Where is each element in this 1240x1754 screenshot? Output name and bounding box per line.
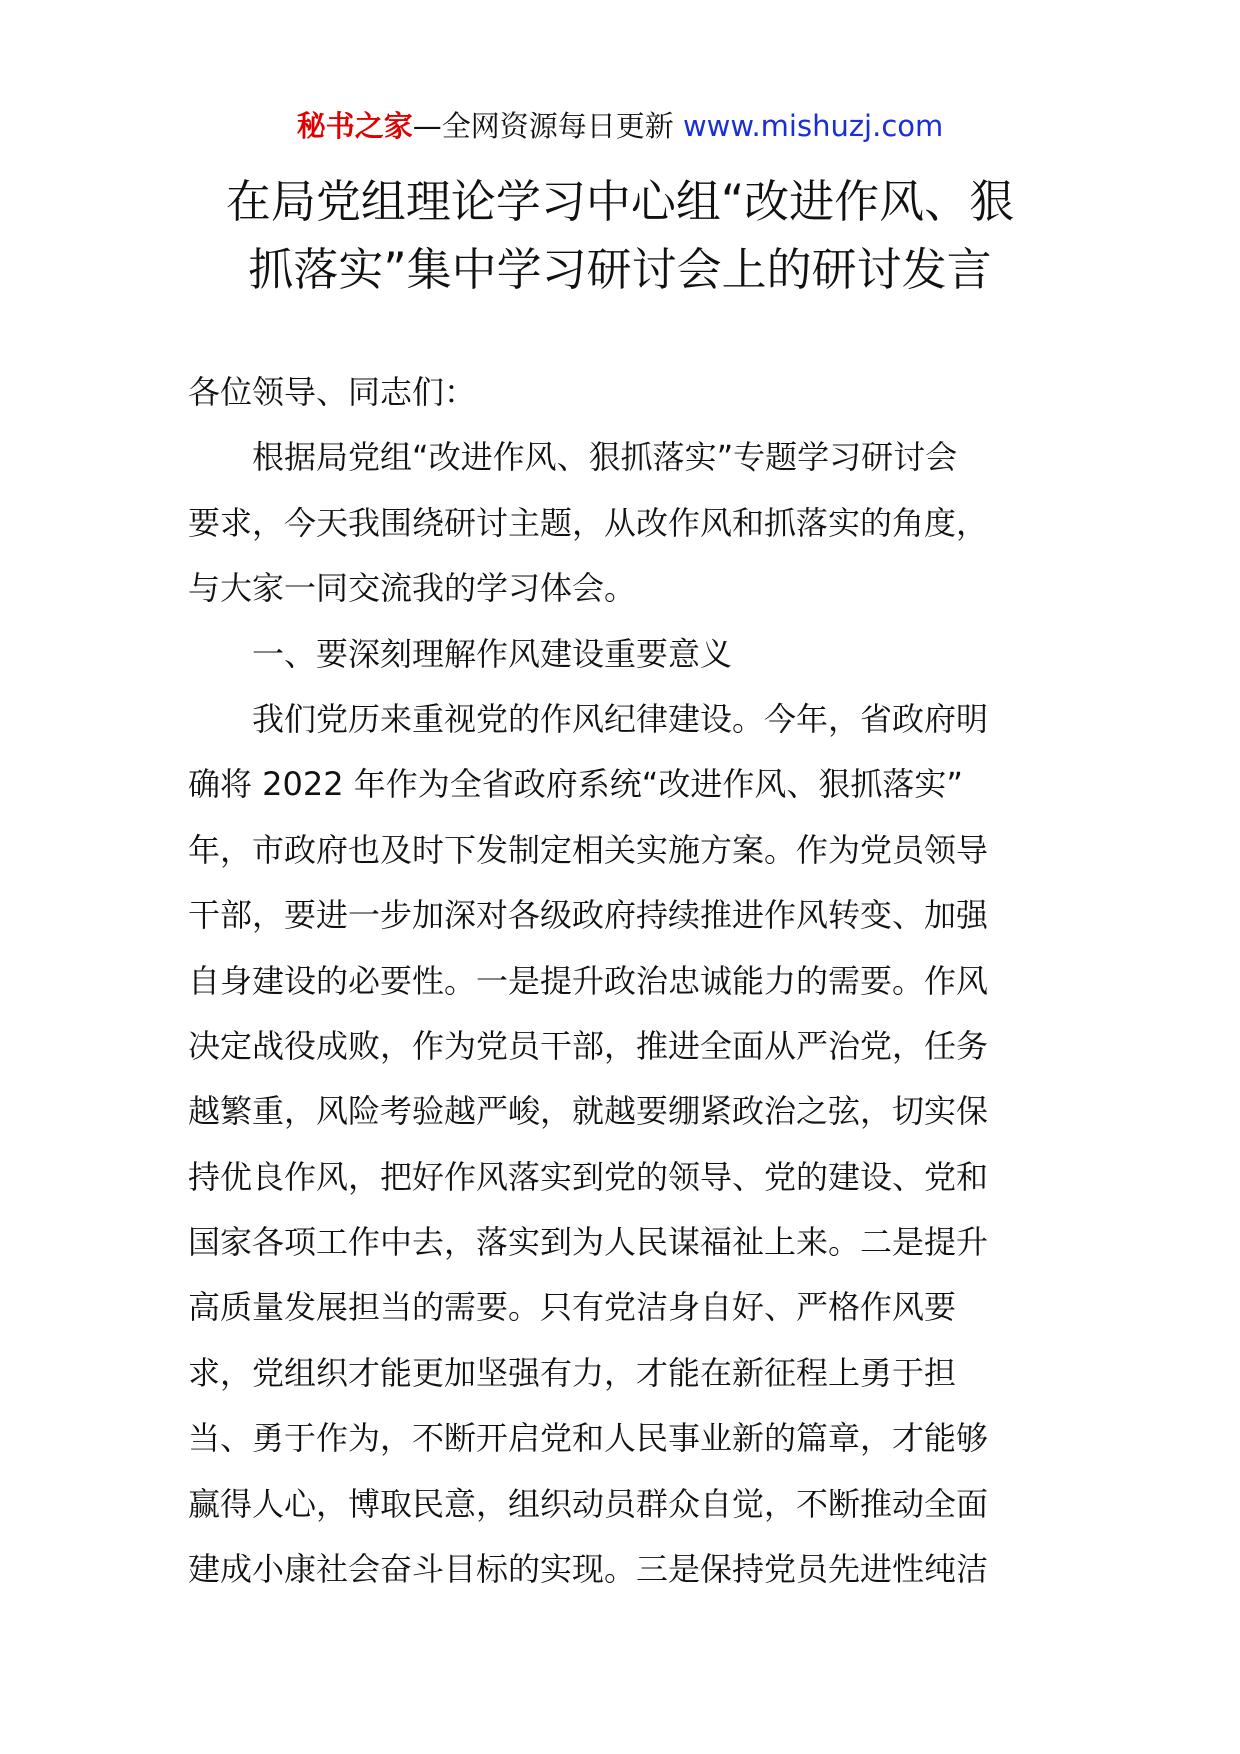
brand-name: 秘书之家 xyxy=(296,109,413,143)
paragraph-line: 与大家一同交流我的学习体会。 xyxy=(188,569,637,608)
paragraph-line: 自身建设的必要性。一是提升政治忠诚能力的需要。作风 xyxy=(188,961,989,1000)
paragraph-line: 要求，今天我围绕研讨主题，从改作风和抓落实的角度， xyxy=(188,503,989,542)
paragraph-line: 我们党历来重视党的作风纪律建设。今年，省政府明 xyxy=(188,699,989,738)
paragraph-line: 确将 2022 年作为全省政府系统“改进作风、狠抓落实” xyxy=(188,765,963,804)
paragraph-line: 当、勇于作为，不断开启党和人民事业新的篇章，才能够 xyxy=(188,1419,989,1458)
document-title xyxy=(0,168,1240,304)
banner-slogan: —全网资源每日更新 xyxy=(412,109,683,143)
document-body xyxy=(188,360,1068,1602)
title-line-1: 在局党组理论学习中心组“改进作风、狠 xyxy=(225,175,1015,228)
paragraph-line: 高质量发展担当的需要。只有党洁身自好、严格作风要 xyxy=(188,1288,957,1327)
section-heading: 一、要深刻理解作风建设重要意义 xyxy=(188,634,733,673)
paragraph-line: 持优良作风，把好作风落实到党的领导、党的建设、党和 xyxy=(188,1157,989,1196)
paragraph-line: 年，市政府也及时下发制定相关实施方案。作为党员领导 xyxy=(188,830,989,869)
site-url-link[interactable]: www.mishuzj.com xyxy=(682,109,944,143)
paragraph-line: 求，党组织才能更加坚强有力，才能在新征程上勇于担 xyxy=(188,1353,957,1392)
section-paragraph xyxy=(188,687,1068,1602)
paragraph-line: 赢得人心，博取民意，组织动员群众自觉，不断推动全面 xyxy=(188,1484,989,1523)
title-line-2: 抓落实”集中学习研讨会上的研讨发言 xyxy=(248,243,992,296)
paragraph-line: 干部，要进一步加深对各级政府持续推进作风转变、加强 xyxy=(188,896,989,935)
paragraph-line: 建成小康社会奋斗目标的实现。三是保持党员先进性纯洁 xyxy=(188,1550,989,1589)
paragraph-line: 国家各项工作中去，落实到为人民谋福祉上来。二是提升 xyxy=(188,1223,989,1262)
paragraph-line: 根据局党组“改进作风、狠抓落实”专题学习研讨会 xyxy=(188,438,958,477)
site-banner xyxy=(0,106,1240,146)
greeting: 各位领导、同志们： xyxy=(188,373,477,411)
paragraph-line: 越繁重，风险考验越严峻，就越要绷紧政治之弦，切实保 xyxy=(188,1092,989,1131)
paragraph-line: 决定战役成败，作为党员干部，推进全面从严治党，任务 xyxy=(188,1026,989,1065)
intro-paragraph xyxy=(188,425,1068,621)
